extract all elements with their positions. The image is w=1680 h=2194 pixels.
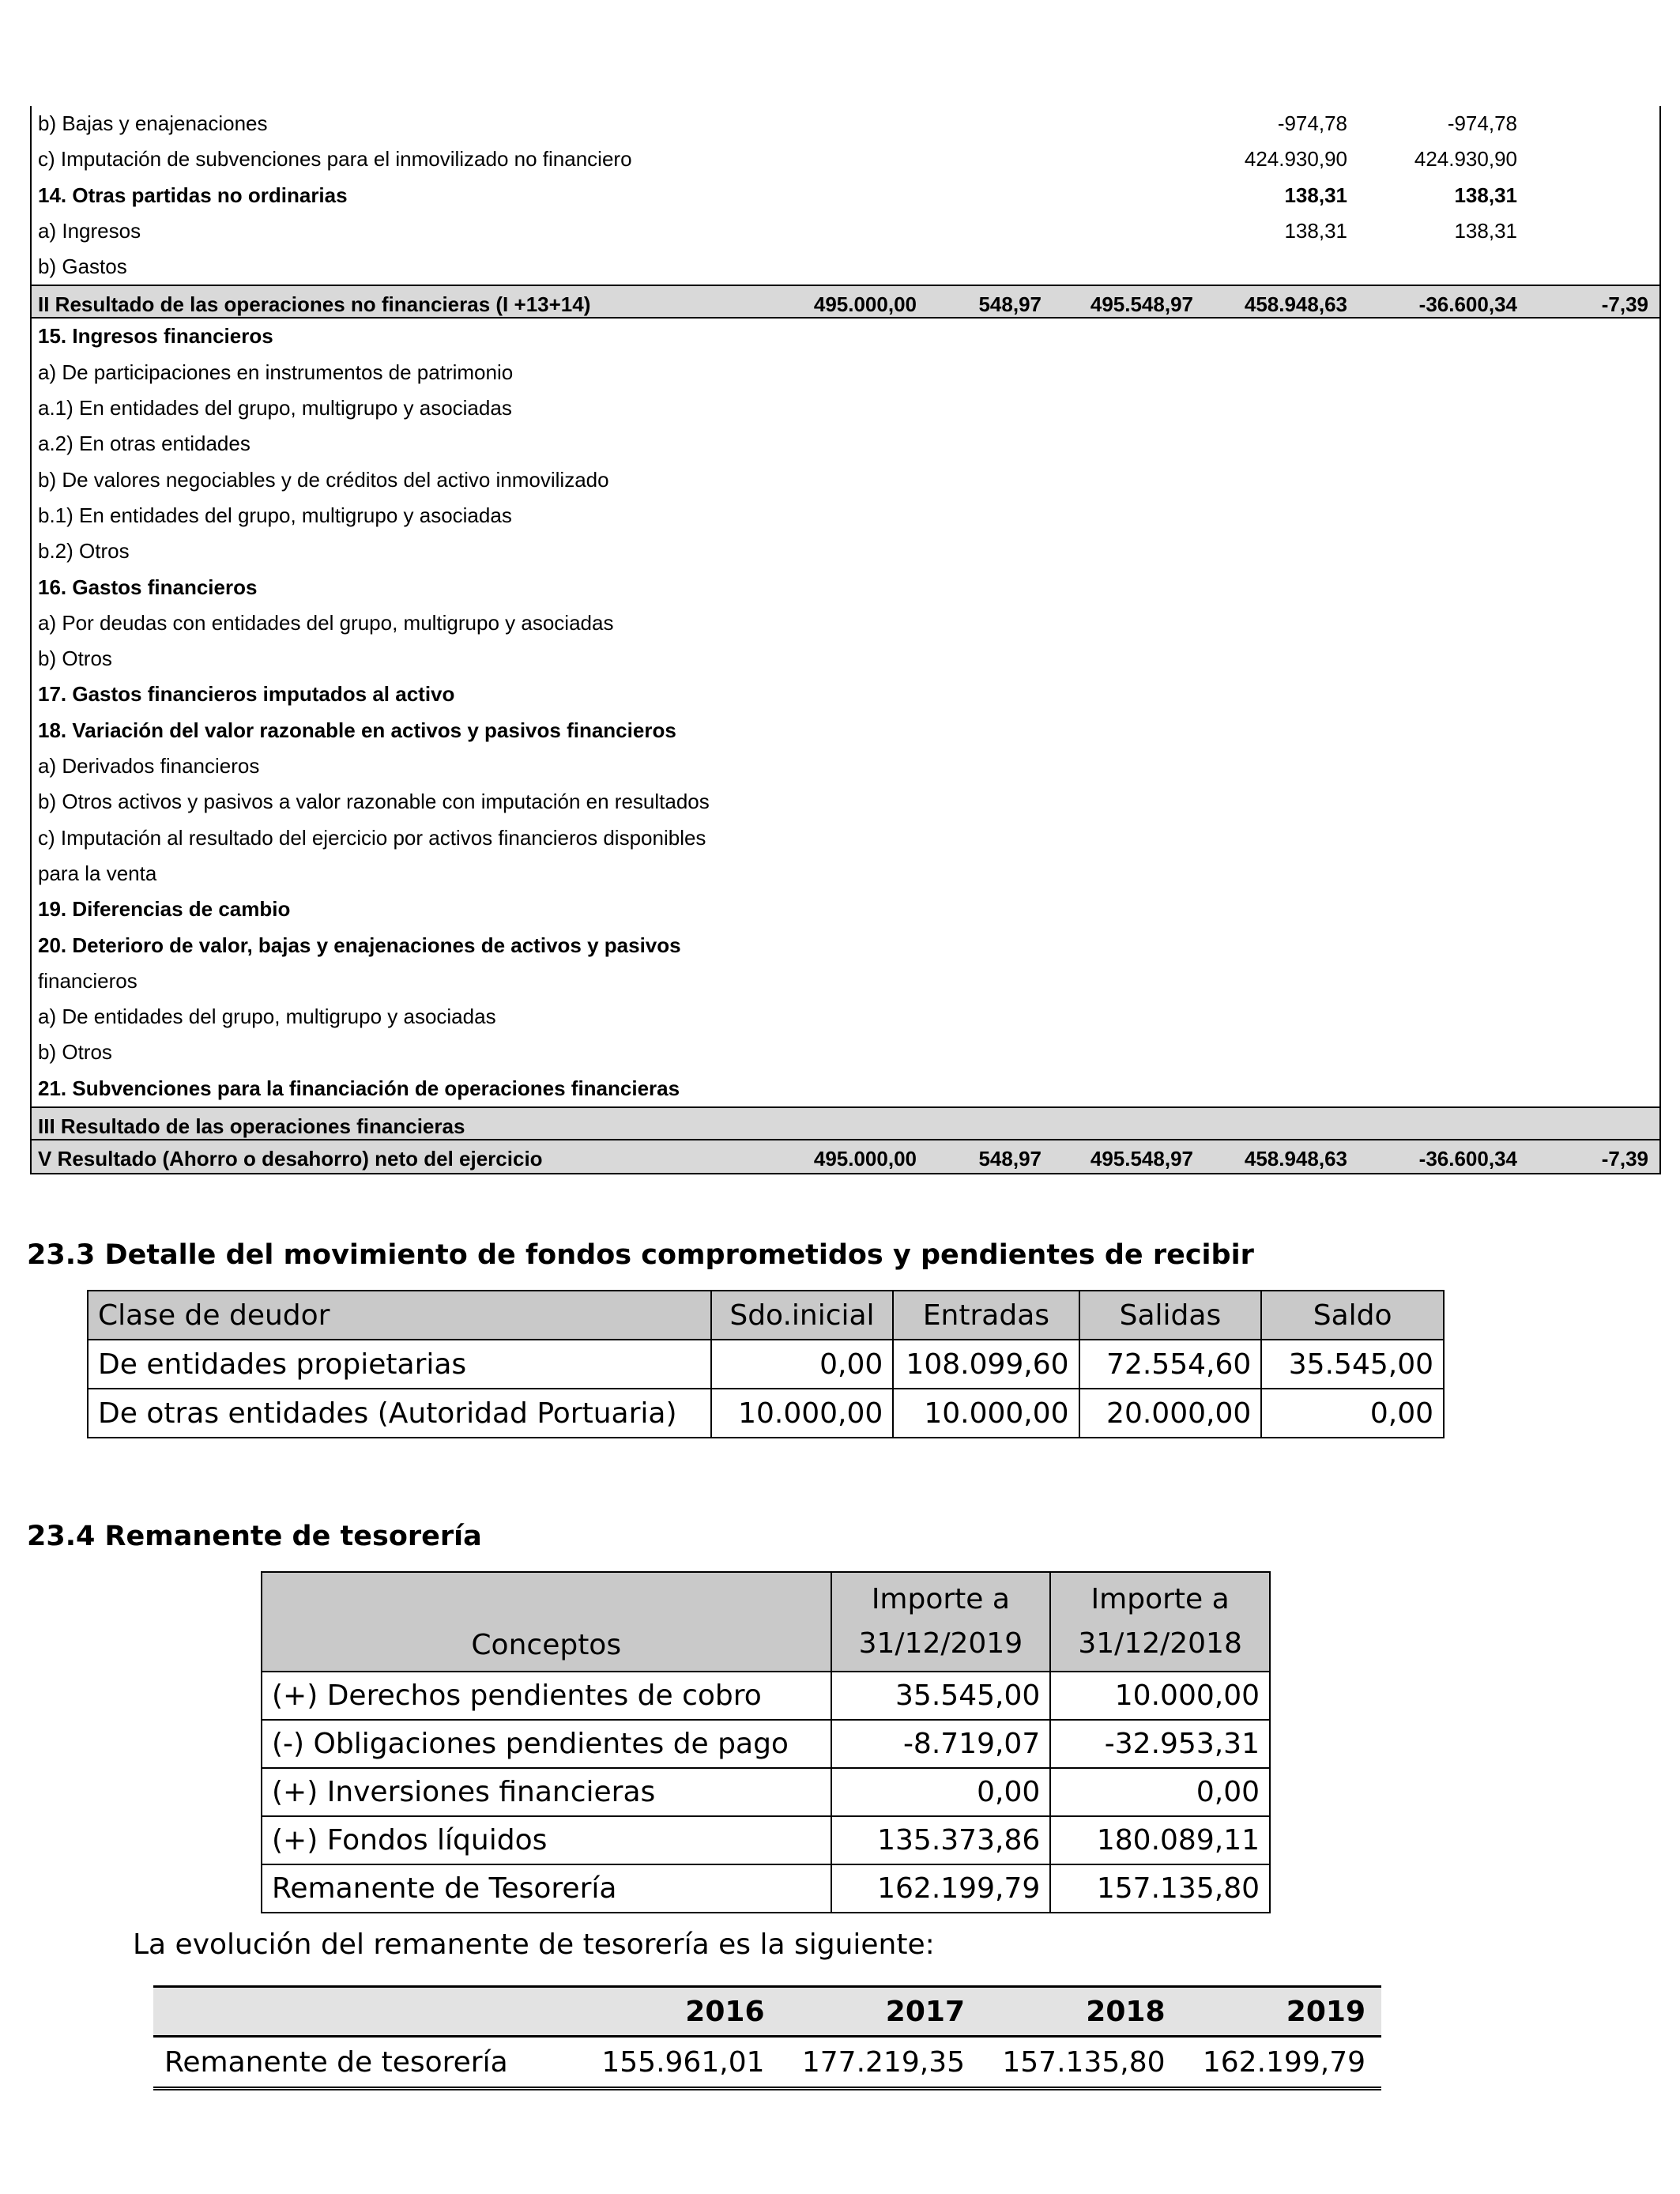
header-conceptos: Conceptos	[262, 1572, 831, 1672]
row-label: a) Ingresos	[38, 218, 141, 243]
row-label: 16. Gastos financieros	[38, 575, 258, 599]
table-row	[30, 498, 1661, 533]
row-value-col2: 548,97	[978, 292, 1042, 317]
importe-2019-value: -8.719,07	[831, 1720, 1051, 1768]
table-row	[30, 892, 1661, 927]
table-row	[262, 1768, 1270, 1816]
row-label: b) Otros activos y pasivos a valor razonable con imputación en resultados	[38, 790, 710, 814]
importe-2019-value: 162.199,79	[831, 1864, 1051, 1913]
row-value-col6: -7,39	[1601, 1147, 1648, 1171]
row-value-col4: -974,78	[1277, 111, 1347, 135]
table-row	[30, 820, 1661, 856]
importe-2018-value: -32.953,31	[1050, 1720, 1270, 1768]
table-row	[30, 677, 1661, 712]
row-value-col5: 424.930,90	[1414, 147, 1517, 172]
importe-2019-value: 35.545,00	[831, 1672, 1051, 1720]
table-row	[30, 1035, 1661, 1070]
row-label: c) Imputación de subvenciones para el inmovilizado no financiero	[38, 147, 632, 172]
row-label: 15. Ingresos financieros	[38, 324, 273, 349]
concept-label: (+) Derechos pendientes de cobro	[262, 1672, 831, 1720]
importe-2019-value: 135.373,86	[831, 1816, 1051, 1864]
row-label: b.2) Otros	[38, 539, 130, 564]
row-value-col4: 458.948,63	[1244, 292, 1347, 317]
row-label: b) De valores negociables y de créditos del activo inmovilizado	[38, 467, 609, 492]
financial-results-table	[30, 106, 1661, 1174]
table-row	[30, 748, 1661, 784]
row-value-col4: 458.948,63	[1244, 1147, 1347, 1171]
total-row	[30, 1106, 1661, 1140]
table-row	[30, 141, 1661, 177]
row-value-col2: 548,97	[978, 1147, 1042, 1171]
header-salidas: Salidas	[1079, 1291, 1262, 1340]
row-label: b) Bajas y enajenaciones	[38, 111, 268, 135]
row-value-col5: -974,78	[1447, 111, 1517, 135]
debtor-name: De otras entidades (Autoridad Portuaria)	[88, 1389, 711, 1438]
row-value-col1: 495.000,00	[813, 292, 917, 317]
header-year-2016: 2016	[580, 1987, 781, 2037]
row-label: b) Otros	[38, 1040, 112, 1065]
row-label: a) De entidades del grupo, multigrupo y asociadas	[38, 1005, 496, 1029]
row-value-col5: -36.600,34	[1418, 1147, 1517, 1171]
table-row	[30, 963, 1661, 999]
row-label: 18. Variación del valor razonable en activos y pasivos financieros	[38, 718, 676, 742]
table-row	[88, 1389, 1444, 1438]
row-label: 19. Diferencias de cambio	[38, 897, 291, 922]
evolution-value-2018: 157.135,80	[981, 2037, 1181, 2089]
header-importe-2018	[1050, 1572, 1270, 1672]
table-row	[30, 319, 1661, 354]
row-value-col6: -7,39	[1601, 292, 1648, 317]
table-row	[30, 249, 1661, 285]
row-label: b) Gastos	[38, 254, 127, 279]
row-value-col1: 495.000,00	[813, 1147, 917, 1171]
row-label: b) Otros	[38, 647, 112, 671]
evolution-value-2019: 162.199,79	[1181, 2037, 1382, 2089]
row-label: II Resultado de las operaciones no financieras (I +13+14)	[38, 292, 591, 317]
saldo-inicial-value: 0,00	[711, 1340, 894, 1389]
importe-2018-value: 0,00	[1050, 1768, 1270, 1816]
table-row	[30, 570, 1661, 605]
table-row	[30, 355, 1661, 390]
section-heading-23-3: 23.3 Detalle del movimiento de fondos comprometidos y pendientes de recibir	[27, 1239, 1254, 1271]
header-importe-2018-line2: 31/12/2018	[1078, 1627, 1242, 1660]
header-entradas: Entradas	[893, 1291, 1079, 1340]
table-row	[30, 784, 1661, 820]
header-saldo-inicial: Sdo.inicial	[711, 1291, 894, 1340]
table-row	[30, 1071, 1661, 1106]
table-row	[153, 2037, 1381, 2089]
row-label: a) Derivados financieros	[38, 754, 260, 778]
row-label: 21. Subvenciones para la financiación de operaciones financieras	[38, 1076, 680, 1100]
table-row	[262, 1672, 1270, 1720]
evolution-row-label: Remanente de tesorería	[153, 2037, 580, 2089]
table-row	[30, 605, 1661, 641]
row-value-col4: 138,31	[1284, 183, 1347, 207]
header-importe-2018-line1: Importe a	[1090, 1583, 1230, 1615]
table-row	[30, 999, 1661, 1035]
table-row	[30, 533, 1661, 569]
table-row	[88, 1340, 1444, 1389]
salidas-value: 20.000,00	[1079, 1389, 1262, 1438]
table-row	[30, 928, 1661, 963]
evolution-intro-text: La evolución del remanente de tesorería es la siguiente:	[133, 1928, 935, 1961]
row-label: a) De participaciones en instrumentos de patrimonio	[38, 360, 514, 384]
table-row	[30, 106, 1661, 141]
treasury-remainder-table	[261, 1571, 1271, 1913]
table-row	[262, 1816, 1270, 1864]
header-clase-deudor: Clase de deudor	[88, 1291, 711, 1340]
concept-label: (+) Inversiones financieras	[262, 1768, 831, 1816]
header-year-2019: 2019	[1181, 1987, 1382, 2037]
row-label: 14. Otras partidas no ordinarias	[38, 183, 348, 207]
row-value-col4: 424.930,90	[1244, 147, 1347, 172]
row-label: para la venta	[38, 861, 157, 885]
importe-2018-value: 10.000,00	[1050, 1672, 1270, 1720]
table-row	[30, 426, 1661, 462]
table-row	[30, 178, 1661, 213]
concept-label: (-) Obligaciones pendientes de pago	[262, 1720, 831, 1768]
saldo-value: 35.545,00	[1261, 1340, 1444, 1389]
table-row	[30, 641, 1661, 677]
header-empty	[153, 1987, 580, 2037]
salidas-value: 72.554,60	[1079, 1340, 1262, 1389]
row-label: V Resultado (Ahorro o desahorro) neto del ejercicio	[38, 1147, 543, 1171]
table-row	[30, 713, 1661, 748]
row-value-col5: 138,31	[1454, 218, 1517, 243]
row-label: financieros	[38, 968, 137, 993]
importe-2018-value: 157.135,80	[1050, 1864, 1270, 1913]
entradas-value: 108.099,60	[893, 1340, 1079, 1389]
importe-2018-value: 180.089,11	[1050, 1816, 1270, 1864]
evolution-value-2017: 177.219,35	[781, 2037, 981, 2089]
row-label: b.1) En entidades del grupo, multigrupo y asociadas	[38, 503, 512, 527]
total-row	[30, 285, 1661, 319]
header-year-2018: 2018	[981, 1987, 1181, 2037]
saldo-value: 0,00	[1261, 1389, 1444, 1438]
row-label: a) Por deudas con entidades del grupo, multigrupo y asociadas	[38, 610, 614, 635]
row-label: a.2) En otras entidades	[38, 432, 250, 456]
table-header-row	[88, 1291, 1444, 1340]
row-label: III Resultado de las operaciones financieras	[38, 1114, 465, 1139]
debtor-name: De entidades propietarias	[88, 1340, 711, 1389]
header-importe-2019-line1: Importe a	[871, 1583, 1010, 1615]
table-header-row	[153, 1987, 1381, 2037]
table-row	[262, 1720, 1270, 1768]
table-row	[30, 213, 1661, 249]
header-saldo: Saldo	[1261, 1291, 1444, 1340]
concept-label: Remanente de Tesorería	[262, 1864, 831, 1913]
total-row	[30, 1140, 1661, 1174]
table-row	[30, 390, 1661, 426]
entradas-value: 10.000,00	[893, 1389, 1079, 1438]
row-value-col3: 495.548,97	[1090, 1147, 1193, 1171]
row-value-col4: 138,31	[1284, 218, 1347, 243]
section-heading-23-4: 23.4 Remanente de tesorería	[27, 1521, 482, 1552]
table-row	[262, 1864, 1270, 1913]
table-row	[30, 462, 1661, 498]
row-value-col3: 495.548,97	[1090, 292, 1193, 317]
header-importe-2019	[831, 1572, 1051, 1672]
concept-label: (+) Fondos líquidos	[262, 1816, 831, 1864]
row-label: c) Imputación al resultado del ejercicio por activos financieros disponibles	[38, 825, 706, 850]
row-value-col5: -36.600,34	[1418, 292, 1517, 317]
row-label: 17. Gastos financieros imputados al activo	[38, 682, 455, 707]
debtor-movement-table	[87, 1290, 1445, 1438]
saldo-inicial-value: 10.000,00	[711, 1389, 894, 1438]
treasury-evolution-table	[153, 1985, 1381, 2090]
header-importe-2019-line2: 31/12/2019	[858, 1627, 1023, 1660]
table-header-row	[262, 1572, 1270, 1672]
table-row	[30, 856, 1661, 892]
evolution-value-2016: 155.961,01	[580, 2037, 781, 2089]
header-year-2017: 2017	[781, 1987, 981, 2037]
row-label: a.1) En entidades del grupo, multigrupo y asociadas	[38, 396, 512, 420]
importe-2019-value: 0,00	[831, 1768, 1051, 1816]
row-label: 20. Deterioro de valor, bajas y enajenaciones de activos y pasivos	[38, 933, 681, 957]
row-value-col5: 138,31	[1454, 183, 1517, 207]
